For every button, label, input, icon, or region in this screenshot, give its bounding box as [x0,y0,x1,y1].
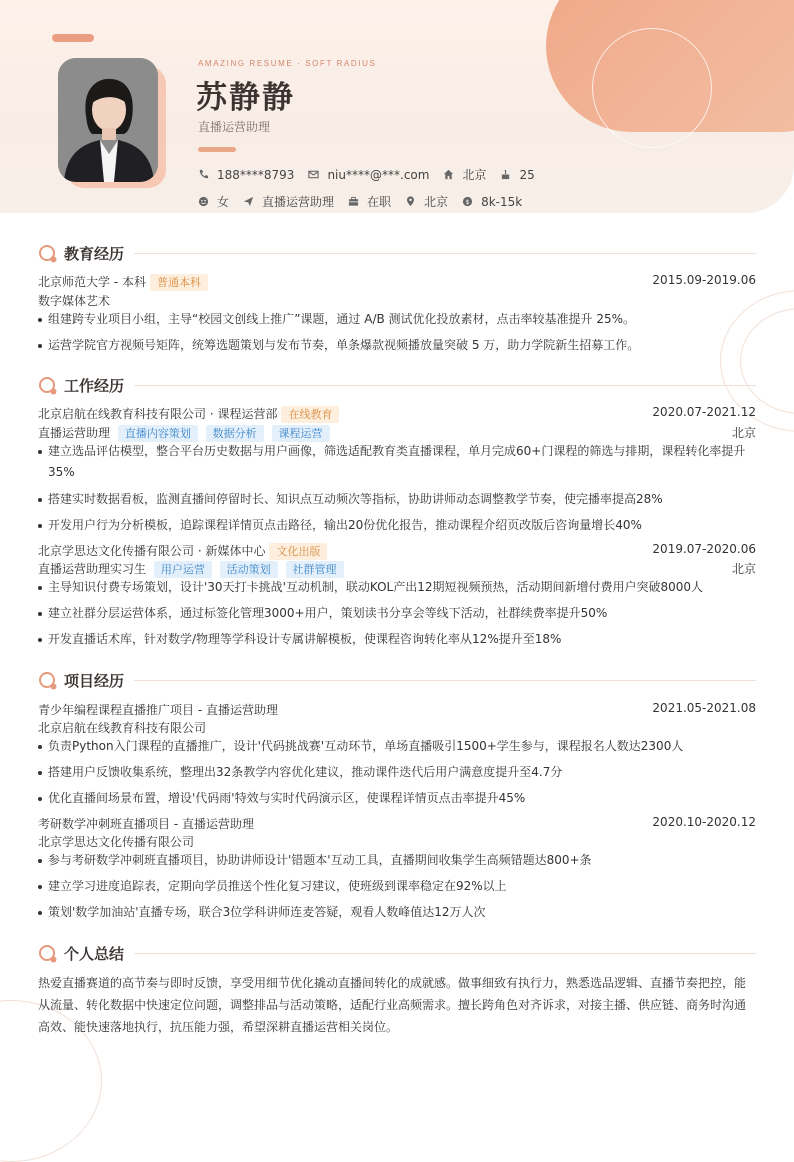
section-divider [134,953,756,954]
section-divider [134,385,756,386]
job-date: 2020.07-2021.12 [652,405,756,419]
education-date: 2015.09-2019.06 [652,273,756,287]
home-icon [443,169,454,180]
project-header-row [38,701,756,718]
job-bullet-text-continued: 35% [48,465,75,479]
svg-text:$: $ [465,197,470,206]
position-name: 直播运营助理实习生 [38,562,147,576]
industry-tag: 文化出版 [269,543,327,560]
gender-item [198,193,229,210]
search-icon [38,244,58,264]
role-underline [198,147,236,152]
project-company: 北京学思达文化传播有限公司 [38,835,195,849]
industry-tag: 在线教育 [281,406,339,423]
status-item [348,193,391,210]
decorative-ring [592,28,712,148]
briefcase-icon [348,196,359,207]
project-date: 2020.10-2020.12 [652,815,756,829]
skill-tag: 直播内容策划 [118,425,198,442]
search-icon [38,944,58,964]
project-company-row [38,833,756,850]
mail-icon [308,169,319,180]
job-bullet: 开发用户行为分析模板，追踪课程详情页点击路径，输出20份优化报告，推动课程介绍页改版后咨询量增长40% [38,515,758,536]
summary-text: 热爱直播赛道的高节奏与即时反馈，享受用细节优化撬动直播间转化的成就感。做事细致有执行力，熟悉选品逻辑、直播节奏把控，能从流量、转化数据中快速定位问题，调整排品与活动策略，适配行业高频需求。擅长跨角色对齐诉求，对接主播、供应链、商务时沟通高效、能快速落地执行，抗压能力强，希望深耕直播运营相关岗位。 [38,976,747,1034]
summary-section-title [38,943,756,964]
position-row [38,560,756,578]
school-name: 北京师范大学 - 本科 [38,275,146,289]
skill-tag: 活动策划 [220,561,278,578]
salary-item [462,195,522,209]
project-bullet: 优化直播间场景布置，增设'代码雨'特效与实时代码演示区，使课程详情页点击率提升45% [38,788,758,809]
avatar-photo [58,58,158,182]
age-text: 25 [519,167,535,182]
accent-bar [52,34,94,42]
location-pin-icon [405,196,416,207]
company-name: 北京启航在线教育科技有限公司 · 课程运营部 [38,407,278,421]
project-company: 北京启航在线教育科技有限公司 [38,721,207,735]
email-text: niu****@***.com [327,167,430,182]
job-header-row [38,542,756,560]
company-name: 北京学思达文化传播有限公司 · 新媒体中心 [38,544,266,558]
projects-heading: 项目经历 [64,672,125,690]
job-bullet-text: 建立选品评估模型，整合平台历史数据与用户画像，筛选适配教育类直播课程，单月完成60+门课程的筛选与排期，课程转化率提升 [48,444,746,458]
education-header-row [38,273,756,291]
city-item [443,166,486,183]
send-icon [243,196,254,207]
degree-tag: 普通本科 [150,274,208,291]
smile-icon [198,196,209,207]
job-bullet [38,441,758,483]
major-name: 数字媒体艺术 [38,294,111,308]
contact-row [198,166,549,183]
email-item [308,168,429,182]
work-heading: 工作经历 [64,377,125,395]
project-bullet: 负责Python入门课程的直播推广，设计'代码挑战赛'互动环节，单场直播吸引1500+学生参与，课程报名人数达2300人 [38,736,758,757]
phone-text: 188****8793 [217,167,295,182]
project-bullet: 策划'数学加油站'直播专场，联合3位学科讲师连麦答疑，观看人数峰值达12万人次 [38,902,758,923]
job-city: 北京 [731,426,756,440]
position-name: 直播运营助理 [38,426,111,440]
project-bullet: 建立学习进度追踪表，定期向学员推送个性化复习建议，使班级到课率稳定在92%以上 [38,876,758,897]
search-icon [38,671,58,691]
education-bullet: 组建跨专业项目小组，主导“校园文创线上推广”课题，通过 A/B 测试优化投放素材，点击率较基准提升 25%。 [38,309,758,330]
project-title: 青少年编程课程直播推广项目 - 直播运营助理 [38,703,278,717]
project-header-row [38,815,756,832]
job-intent-row [198,193,536,210]
education-section-title [38,243,756,264]
project-bullet: 参与考研数学冲刺班直播项目，协助讲师设计'错题本'互动工具，直播期间收集学生高频错题达800+条 [38,850,758,871]
job-header-row [38,405,756,423]
candidate-name: 苏静静 [196,80,295,116]
age-item [500,168,534,182]
skill-tag: 用户运营 [154,561,212,578]
gender-text: 女 [217,195,230,209]
section-divider [134,680,756,681]
target-city-text: 北京 [424,195,449,209]
project-company-row [38,719,756,736]
job-bullet: 主导知识付费专场策划，设计'30天打卡挑战'互动机制，联动KOL产出12期短视频预热，活动期间新增付费用户突破8000人 [38,577,758,598]
position-row [38,424,756,442]
job-date: 2019.07-2020.06 [652,542,756,556]
target-job-text: 直播运营助理 [262,195,335,209]
projects-section-title [38,670,756,691]
money-icon [462,196,473,207]
city-text: 北京 [462,168,487,182]
resume-kicker: AMAZING RESUME · SOFT RADIUS [198,59,377,68]
candidate-role: 直播运营助理 [198,120,271,134]
portrait-illustration [58,58,158,182]
target-job-item [243,193,334,210]
education-heading: 教育经历 [64,245,125,263]
status-text: 在职 [367,195,392,209]
phone-item [198,168,294,182]
summary-heading: 个人总结 [64,945,125,963]
project-title: 考研数学冲刺班直播项目 - 直播运营助理 [38,817,254,831]
skill-tag: 社群管理 [286,561,344,578]
skill-tag: 课程运营 [272,425,330,442]
skill-tag: 数据分析 [206,425,264,442]
major-row [38,292,756,309]
section-divider [134,253,756,254]
salary-text: 8k-15k [481,194,523,209]
search-icon [38,376,58,396]
project-bullet: 搭建用户反馈收集系统，整理出32条教学内容优化建议，推动课件迭代后用户满意度提升至4.7分 [38,762,758,783]
work-section-title [38,375,756,396]
job-city: 北京 [731,562,756,576]
education-bullet: 运营学院官方视频号矩阵，统筹选题策划与发布节奏，单条爆款视频播放量突破 5 万，助力学院新生招募工作。 [38,335,758,356]
phone-icon [198,169,209,180]
job-bullet: 开发直播话术库，针对数学/物理等学科设计专属讲解模板，使课程咨询转化率从12%提升至18% [38,629,758,650]
target-city-item [405,193,448,210]
project-date: 2021.05-2021.08 [652,701,756,715]
job-bullet: 建立社群分层运营体系，通过标签化管理3000+用户，策划读书分享会等线下活动，社群续费率提升50% [38,603,758,624]
job-bullet: 搭建实时数据看板，监测直播间停留时长、知识点互动频次等指标，协助讲师动态调整教学节奏，使完播率提高28% [38,489,758,510]
cake-icon [500,169,511,180]
